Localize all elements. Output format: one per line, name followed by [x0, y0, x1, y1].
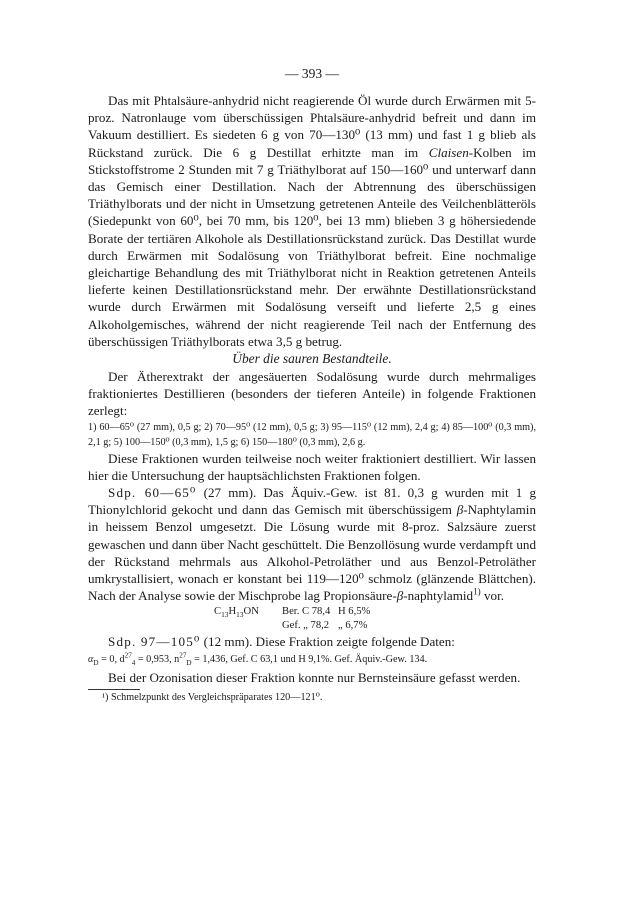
paragraph-5-lead: Sdp. 97—105⁰ [108, 634, 201, 650]
paragraph-4-lead: Sdp. 60—65⁰ [108, 485, 197, 501]
paragraph-3: Diese Fraktionen wurden teilweise noch weiter fraktioniert destilliert. Wir lassen hier die Untersuchung der hauptsächlichsten Fraktionen folgen. [88, 450, 536, 483]
paragraph-4-end: vor. [480, 588, 504, 604]
paragraph-4 [88, 484, 536, 604]
section-title: Über die sauren Bestandteile. [232, 351, 392, 367]
footnote: ¹) Schmelzpunkt des Vergleichspräparates 120—121⁰. [102, 691, 323, 703]
found-hydrogen: „ 6,7% [338, 619, 368, 631]
fractions-list: 1) 60—65⁰ (27 mm), 0,5 g; 2) 70—95⁰ (12 mm), 0,5 g; 3) 95—115⁰ (12 mm), 2,4 g; 4) 85—100⁰ (0,3 mm), 2,1 g; 5) 100—150⁰ (0,3 mm), 1,5 g; 6) 150—180⁰ (0,3 mm), 2,6 g. [88, 421, 536, 448]
footnote-divider [88, 689, 140, 690]
page-number: — 393 — [285, 66, 339, 81]
found-carbon: Gef. „ 78,2 [282, 619, 330, 631]
beta-symbol: β [456, 502, 464, 518]
formula-spacer [214, 619, 282, 633]
paragraph-1 [88, 92, 536, 350]
paragraph-5-text: (12 mm). Diese Fraktion zeigte folgende Daten: [200, 634, 455, 650]
paper-page [88, 66, 536, 704]
paragraph-4-text-b: -Naphtylamin in heissem Benzol umgesetzt. Die Lösung wurde mit 8-proz. Salzsäure zuerst gewaschen und dann über Nacht geschüttelt. Die Benzollösung wurde verdampft und der Rückstand mehrmals aus Alkohol-Petroläther und aus Benzol-Petroläther umkrystallisiert, wonach er konstant bei 119—120⁰ schmolz (glänzende Blättchen). Nach der Analyse sowie der Mischprobe lag Propionsäure- [88, 502, 536, 604]
paragraph-1-italic: Claisen [428, 144, 469, 160]
compound-formula: $C_{13}H_{13}ON$ [214, 606, 259, 620]
paragraph-1-continuation: -Kolben im Stickstoffstrome 2 Stunden mit 7 g Triäthylborat auf 150—160⁰ und unterwarf dann das Gemisch einer Destillation. Nach der Abtrennung des überschüssigen Triäthylborats und der nicht in Umsetzung getretenen Anteile des Veilchenblätteröls (Siedepunkt von 60⁰, bei 70 mm, bis 120⁰, bei 13 mm) blieben 3 g höhersiedende Borate der tertiären Alkohole als Destillationsrückstand zurück. Das Destillat wurde durch Erwärmen mit Sodalösung von Triäthylborat befreit. Eine nochmalige gleichartige Behandlung des mit Triäthylborat nicht in Reaktion getretenen Anteils lieferte keinen Destillationsrückstand mehr. Der erwähnte Destillationsrückstand wurde durch Erwärmen mit Sodalösung verseift und lieferte 2,5 g eines Alkoholgemisches, während der nicht reagierende Teil nach der Entfernung des überschüssigen Triäthylborats etwa 3,5 g betrug. [88, 144, 536, 349]
analysis-block [214, 605, 536, 632]
beta-symbol: β [396, 588, 404, 604]
paragraph-4-text-c: -naphtylamid [403, 588, 474, 604]
paragraph-1-text: Das mit Phtalsäure-anhydrid nicht reagierende Öl wurde durch Erwärmen mit 5-proz. Natronlauge vom überschüssigen Phtalsäure-anhydrid befreit und dann im Vakuum destilliert. Es siedeten 6 g von 70—130⁰ (13 mm) und fast 1 g blieb als Rückstand zurück. Die 6 g Destillat erhitzte man im [88, 93, 536, 160]
paragraph-6: Bei der Ozonisation dieser Fraktion konnte nur Bernsteinsäure gefasst werden. [108, 669, 521, 685]
calculated-hydrogen: H 6,5% [338, 606, 371, 618]
paragraph-4-text-a: (27 mm). Das Äquiv.-Gew. ist 81. 0,3 g wurden mit 1 g Thionylchlorid gekocht und dann das Gemisch mit überschüssigem [88, 485, 536, 518]
calculated-carbon: Ber. C 78,4 [282, 606, 331, 618]
footnote-reference: 1) [473, 586, 481, 597]
paragraph-5 [88, 633, 536, 650]
paragraph-2: Der Ätherextrakt der angesäuerten Sodalösung wurde durch mehrmaliges fraktioniertes Destillieren (besonders der tieferen Anteile) in folgende Fraktionen zerlegt: [88, 369, 536, 419]
data-line: $\alpha_D = 0$, $d^{27}_4 = 0,953$, $n^{27}_D = 1,436$, Gef. C 63,1 und H 9,1%. Gef. Äquiv.-Gew. 134. [88, 651, 428, 667]
